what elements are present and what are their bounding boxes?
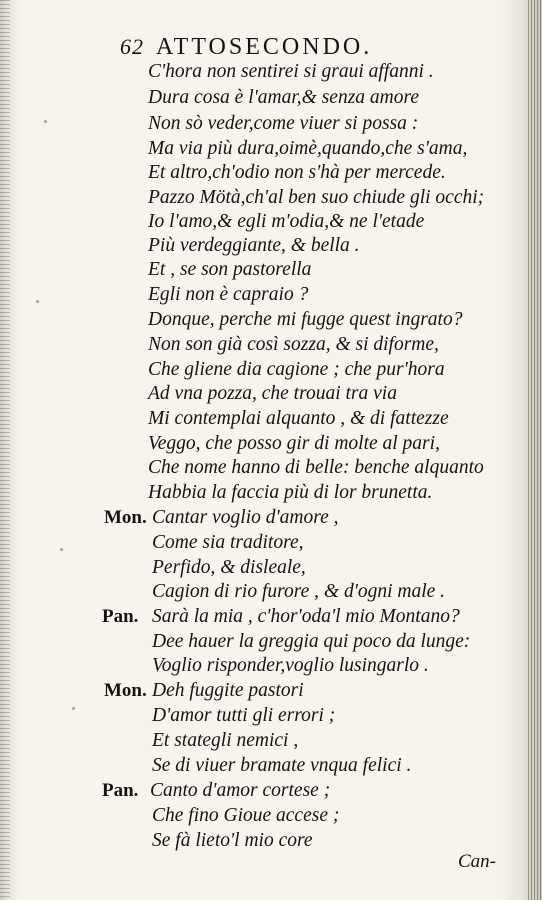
verse-line: Come sia traditore, xyxy=(152,532,304,553)
verse-line: Ad vna pozza, che trouai tra via xyxy=(148,383,397,404)
verse-line: C'hora non sentirei si graui affanni . xyxy=(148,61,434,82)
verse-line: Mi contemplai alquanto , & di fattezze xyxy=(148,408,449,429)
verse-line: Cantar voglio d'amore , xyxy=(152,507,339,528)
ink-speck xyxy=(36,300,39,303)
verse-line: Che gliene dia cagione ; che pur'hora xyxy=(148,359,445,380)
verse-line: Dee hauer la greggia qui poco da lunge: xyxy=(152,631,471,652)
speaker-label: Mon. xyxy=(104,507,147,528)
verse-line: Cagion di rio furore , & d'ogni male . xyxy=(152,581,446,602)
speaker-label: Pan. xyxy=(102,606,139,627)
verse-line: Non son già così sozza, & si diforme, xyxy=(148,334,439,355)
verse-line: Sarà la mia , c'hor'oda'l mio Montano? xyxy=(152,606,460,627)
verse-line: Et altro,ch'odio non s'hà per mercede. xyxy=(148,162,446,183)
verse-line: Perfido, & disleale, xyxy=(152,557,306,578)
verse-line: Se fà lieto'l mio core xyxy=(152,830,313,851)
verse-line: Non sò veder,come viuer si possa : xyxy=(148,113,419,134)
verse-line: Deh fuggite pastori xyxy=(152,680,304,701)
page-number: 62 xyxy=(120,34,144,59)
verse-line: Et stategli nemici , xyxy=(152,730,299,751)
catchword: Can- xyxy=(458,851,496,872)
verse-line: Che fino Gioue accese ; xyxy=(152,805,340,826)
verse-line: D'amor tutti gli errori ; xyxy=(152,705,336,726)
ink-speck xyxy=(44,120,47,123)
verse-line: Veggo, che posso gir di molte al pari, xyxy=(148,433,440,454)
verse-line: Io l'amo,& egli m'odia,& ne l'etade xyxy=(148,211,425,232)
verse-line: Che nome hanno di belle: benche alquanto xyxy=(148,457,484,478)
verse-line: Se di viuer bramate vnqua felici . xyxy=(152,755,412,776)
verse-line: Più verdeggiante, & bella . xyxy=(148,235,360,256)
verse-line: Ma via più dura,oimè,quando,che s'ama, xyxy=(148,138,468,159)
ink-speck xyxy=(72,707,75,710)
verse-line: Donque, perche mi fugge quest ingrato? xyxy=(148,309,463,330)
verse-line: Canto d'amor cortese ; xyxy=(150,780,331,801)
speaker-label: Mon. xyxy=(104,680,147,701)
verse-line: Dura cosa è l'amar,& senza amore xyxy=(148,87,420,108)
verse-line: Habbia la faccia più di lor brunetta. xyxy=(148,482,433,503)
verse-line: Et , se son pastorella xyxy=(148,259,312,280)
speaker-label: Pan. xyxy=(102,780,139,801)
verse-line: Voglio risponder,voglio lusingarlo . xyxy=(152,655,429,676)
running-head: ATTOSECONDO. xyxy=(156,34,373,60)
ink-speck xyxy=(60,548,63,551)
verse-line: Pazzo Mötà,ch'al ben suo chiude gli occhi; xyxy=(148,187,485,208)
verse-line: Egli non è capraio ? xyxy=(148,284,309,305)
